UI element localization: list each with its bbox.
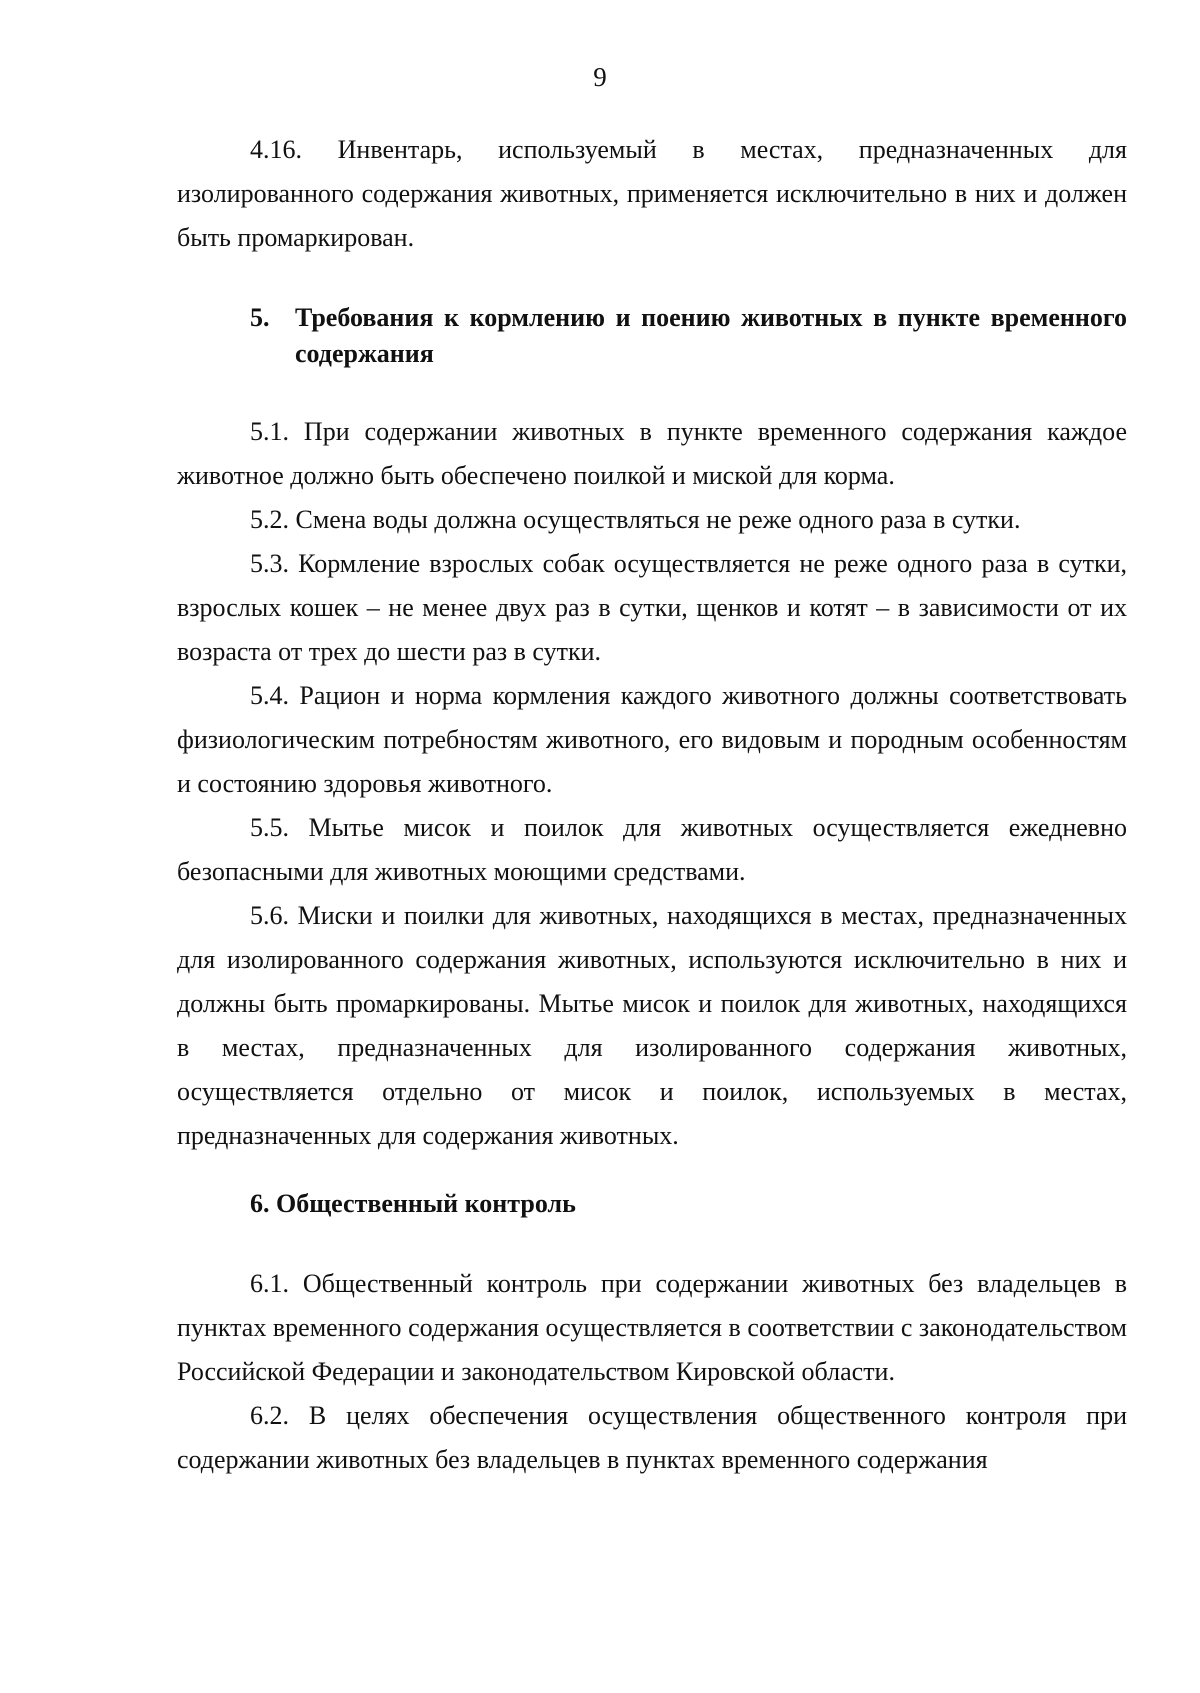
paragraph-5-3: 5.3. Кормление взрослых собак осуществляется не реже одного раза в сутки, взрослых кошек – не менее двух раз в сутки, щенков и котят – в зависимости от их возраста от трех до шести раз в сутки. [177, 549, 1127, 666]
section-5-heading [250, 300, 1127, 372]
paragraph-5-1: 5.1. При содержании животных в пункте временного содержания каждое животное должно быть обеспечено поилкой и миской для корма. [177, 417, 1127, 490]
section-5-number: 5. [250, 303, 270, 332]
paragraph-5-5: 5.5. Мытье мисок и поилок для животных осуществляется ежедневно безопасными для животных моющими средствами. [177, 813, 1127, 886]
paragraph-6-2: 6.2. В целях обеспечения осуществления общественного контроля при содержании животных без владельцев в пунктах временного содержания [177, 1401, 1127, 1474]
paragraph-5-4: 5.4. Рацион и норма кормления каждого животного должны соответствовать физиологическим потребностям животного, его видовым и породным особенностям и состоянию здоровья животного. [177, 681, 1127, 798]
paragraph-5-2: 5.2. Смена воды должна осуществляться не реже одного раза в сутки. [250, 505, 1021, 534]
paragraph-4-16: 4.16. Инвентарь, используемый в местах, предназначенных для изолированного содержания животных, применяется исключительно в них и должен быть промаркирован. [177, 135, 1127, 252]
page-number: 9 [593, 62, 607, 92]
paragraph-5-6: 5.6. Миски и поилки для животных, находящихся в местах, предназначенных для изолированного содержания животных, используются исключительно в них и должны быть промаркированы. Мытье мисок и поилок для животных, находящихся в местах, предназначенных для изолированного содержания животных, осуществляется отдельно от мисок и поилок, используемых в местах, предназначенных для содержания животных. [177, 901, 1127, 1150]
section-5-title: Требования к кормлению и поению животных в пункте временного содержания [295, 303, 1127, 368]
section-6-title: 6. Общественный контроль [250, 1189, 576, 1218]
document-body [177, 128, 1127, 1482]
section-6-heading [177, 1186, 1127, 1222]
paragraph-6-1: 6.1. Общественный контроль при содержании животных без владельцев в пунктах временного содержания осуществляется в соответствии с законодательством Российской Федерации и законодательством Кировской области. [177, 1269, 1127, 1386]
